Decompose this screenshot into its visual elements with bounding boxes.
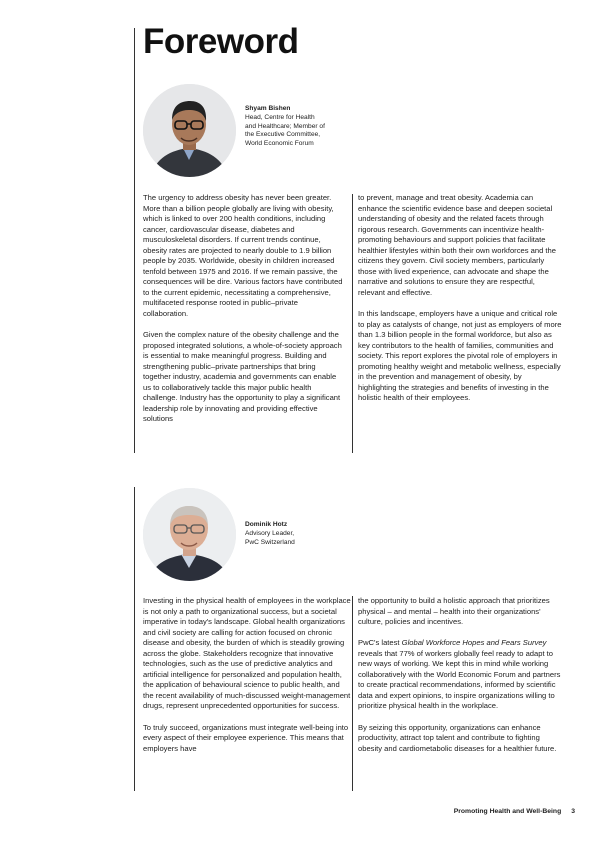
- body-paragraph: Investing in the physical health of employees in the workplace is not only a path to organizational success, but a societal imperative in today's landscape. Global health organizations and civil society are calling for action focused on chronic disease and obesity, the burden of which is steadily growing across the globe. Stakeholders recognize that innovative technologies, such as the use of predictive analytics and artificial intelligence for personalized and population health, the application of behavioural science to public health, and the recent availability of much-discussed weight-management drugs, represent unprecedented opportunities for success.: [143, 596, 351, 711]
- survey-title: Global Workforce Hopes and Fears Survey: [401, 638, 547, 648]
- author-name: Shyam Bishen: [245, 105, 291, 112]
- body-paragraph: the opportunity to build a holistic approach that prioritizes physical – and mental – health into their organizations' culture, policies and incentives.: [358, 596, 550, 627]
- left-margin-rule-bottom: [134, 487, 135, 791]
- author-caption-2: [245, 521, 295, 547]
- body-paragraph: By seizing this opportunity, organizations can enhance productivity, attract top talent and contribute to fighting obesity and cardiometabolic diseases for a healthier future.: [358, 722, 557, 753]
- section2-left-column: [143, 596, 351, 754]
- section2-right-column: [358, 596, 564, 754]
- author-role-line: Head, Centre for Health: [245, 113, 315, 121]
- section1-right-column: [358, 193, 562, 404]
- footer-report-title: Promoting Health and Well-Being: [453, 808, 562, 815]
- author-caption-1: [245, 105, 325, 149]
- author-name: Dominik Hotz: [245, 521, 288, 528]
- author-role-line: and Healthcare; Member of: [245, 122, 325, 130]
- author-photo-shyam-bishen: [143, 84, 236, 177]
- page-footer: [454, 808, 575, 815]
- column-divider-top: [352, 194, 353, 453]
- section1-left-column: [143, 193, 343, 425]
- body-paragraph: Given the complex nature of the obesity challenge and the proposed integrated solutions, a whole-of-society approach is essential to make meaningful progress. Building and strengthening public–private partnerships that bring together industry, academia and governments can enable us to collaboratively tackle this major public health challenge. Industry has the opportunity to play a significant leadership role by innovating and providing effective solutions: [143, 330, 342, 424]
- author-photo-dominik-hotz: [143, 488, 236, 581]
- page-number: 3: [571, 808, 575, 815]
- column-divider-bottom: [352, 596, 353, 791]
- body-paragraph: In this landscape, employers have a unique and critical role to play as catalysts of change, not just as employers of more than 1.3 billion people in the formal workforce, but also as key contributors to the health of families, communities and society. This report explores the pivotal role of employers in promoting healthy weight and metabolic wellness, especially in the prevention and management of obesity, by highlighting the strategies and benefits of investing in the holistic health of their employees.: [358, 309, 562, 403]
- text-run: reveals that 77% of workers globally feel ready to adapt to new ways of working. We kept this in mind while working collaboratively with the World Economic Forum and partners to create practical recommendations, informed by scientific data and expert opinions, to inspire organizations willing to prioritize physical health in the workplace.: [358, 648, 561, 711]
- text-run: PwC's latest: [358, 638, 402, 648]
- left-margin-rule-top: [134, 28, 135, 453]
- body-paragraph: to prevent, manage and treat obesity. Academia can enhance the scientific evidence base and deepen societal understanding of obesity and the related facets through rigorous research. Governments can incentivize health-promoting behaviours and support policies that facilitate healthier lifestyles within both their own workforces and the citizens they govern. Civil society members, particularly those with lived experience, can advocate and shape the narrative and solutions to ensure they are respectful, relevant and effective.: [358, 193, 556, 297]
- author-role-line: Advisory Leader,: [245, 529, 295, 537]
- body-paragraph-with-survey-title: [358, 638, 564, 712]
- body-paragraph: To truly succeed, organizations must integrate well-being into every aspect of their employee experience. This means that employers have: [143, 722, 349, 753]
- author-role-line: PwC Switzerland: [245, 538, 295, 546]
- author-role-line: World Economic Forum: [245, 140, 314, 148]
- body-paragraph: The urgency to address obesity has never been greater. More than a billion people globally are living with obesity, which is linked to over 200 health conditions, including cancer, cardiovascular disease, diabetes and musculoskeletal disorders. If current trends continue, obesity rates are projected to nearly double to 1.9 billion people by 2035. Worldwide, obesity in children increased tenfold between 1975 and 2016. If we remain passive, the consequences will be dire. Various factors have contributed to the current epidemic, necessitating a comprehensive, multifaceted response rooted in public–private collaboration.: [143, 193, 343, 319]
- page-title: Foreword: [143, 22, 299, 61]
- author-role-line: the Executive Committee,: [245, 131, 321, 139]
